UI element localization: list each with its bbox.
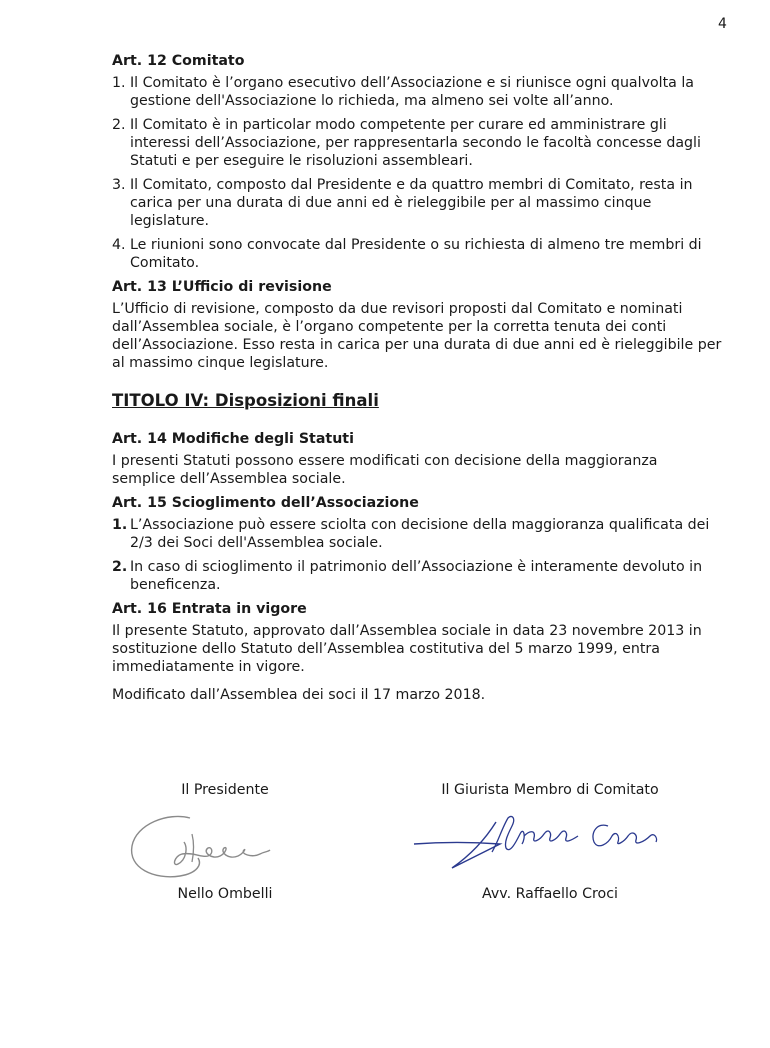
modified-note: Modificato dall’Assemblea dei soci il 17 marzo 2018. <box>112 687 486 703</box>
art16-text: Il presente Statuto, approvato dall’Assemblea sociale in data 23 novembre 2013 in sostituzione dello Statuto dell’Assemblea costitutiva del 5 marzo 1999, entra immediatamente in vigore. <box>112 623 702 675</box>
art15-clause-1 <box>112 516 722 552</box>
jurist-signature <box>412 812 672 876</box>
art12-clause-2 <box>112 116 722 170</box>
art13-heading: Art. 13 L’Ufficio di revisione <box>112 279 332 295</box>
clause-number: 2. <box>112 117 126 133</box>
clause-number: 2. <box>112 559 128 575</box>
clause-text: Il Comitato è in particolar modo competente per curare ed amministrare gli interessi dell’Associazione, per rappresentarla secondo le facoltà concesse dagli Statuti e per eseguire le risoluzioni assembleari. <box>130 117 701 169</box>
art15-clause-2 <box>112 558 722 594</box>
clause-text: Le riunioni sono convocate dal Presidente o su richiesta di almeno tre membri di Comitato. <box>130 237 702 271</box>
art14-text: I presenti Statuti possono essere modificati con decisione della maggioranza semplice dell’Assemblea sociale. <box>112 453 658 487</box>
art14-heading: Art. 14 Modifiche degli Statuti <box>112 431 354 447</box>
titolo-iv-heading: TITOLO IV: Disposizioni finali <box>112 391 379 410</box>
page-number: 4 <box>718 16 727 32</box>
jurist-name: Avv. Raffaello Croci <box>482 886 618 902</box>
clause-number: 4. <box>112 237 126 253</box>
art13-text: L’Ufficio di revisione, composto da due revisori proposti dal Comitato e nominati dall’Assemblea sociale, è l’organo competente per la corretta tenuta dei conti dell’Associazione. Esso resta in carica per una durata di due anni ed è rieleggibile per al massimo cinque legislature. <box>112 301 722 371</box>
art12-clause-3 <box>112 176 722 230</box>
art15-clauses <box>112 516 722 594</box>
art12-heading: Art. 12 Comitato <box>112 53 245 69</box>
art12-clauses <box>112 74 722 272</box>
art12-clause-4 <box>112 236 722 272</box>
president-signature <box>128 812 278 884</box>
clause-number: 3. <box>112 177 126 193</box>
document-body <box>112 52 722 710</box>
clause-text: Il Comitato è l’organo esecutivo dell’Associazione e si riunisce ogni qualvolta la gestione dell'Associazione lo richieda, ma almeno sei volte all’anno. <box>130 75 694 109</box>
art12-clause-1 <box>112 74 722 110</box>
clause-text: L’Associazione può essere sciolta con decisione della maggioranza qualificata dei 2/3 dei Soci dell'Assemblea sociale. <box>130 517 710 551</box>
president-name: Nello Ombelli <box>177 886 273 902</box>
clause-text: In caso di scioglimento il patrimonio dell’Associazione è interamente devoluto in beneficenza. <box>130 559 703 593</box>
clause-number: 1. <box>112 517 128 533</box>
jurist-role: Il Giurista Membro di Comitato <box>441 782 659 798</box>
president-role: Il Presidente <box>181 782 269 798</box>
art15-heading: Art. 15 Scioglimento dell’Associazione <box>112 495 419 511</box>
clause-text: Il Comitato, composto dal Presidente e da quattro membri di Comitato, resta in carica per una durata di due anni ed è rieleggibile per al massimo cinque legislature. <box>130 177 693 229</box>
art16-heading: Art. 16 Entrata in vigore <box>112 601 307 617</box>
clause-number: 1. <box>112 75 126 91</box>
